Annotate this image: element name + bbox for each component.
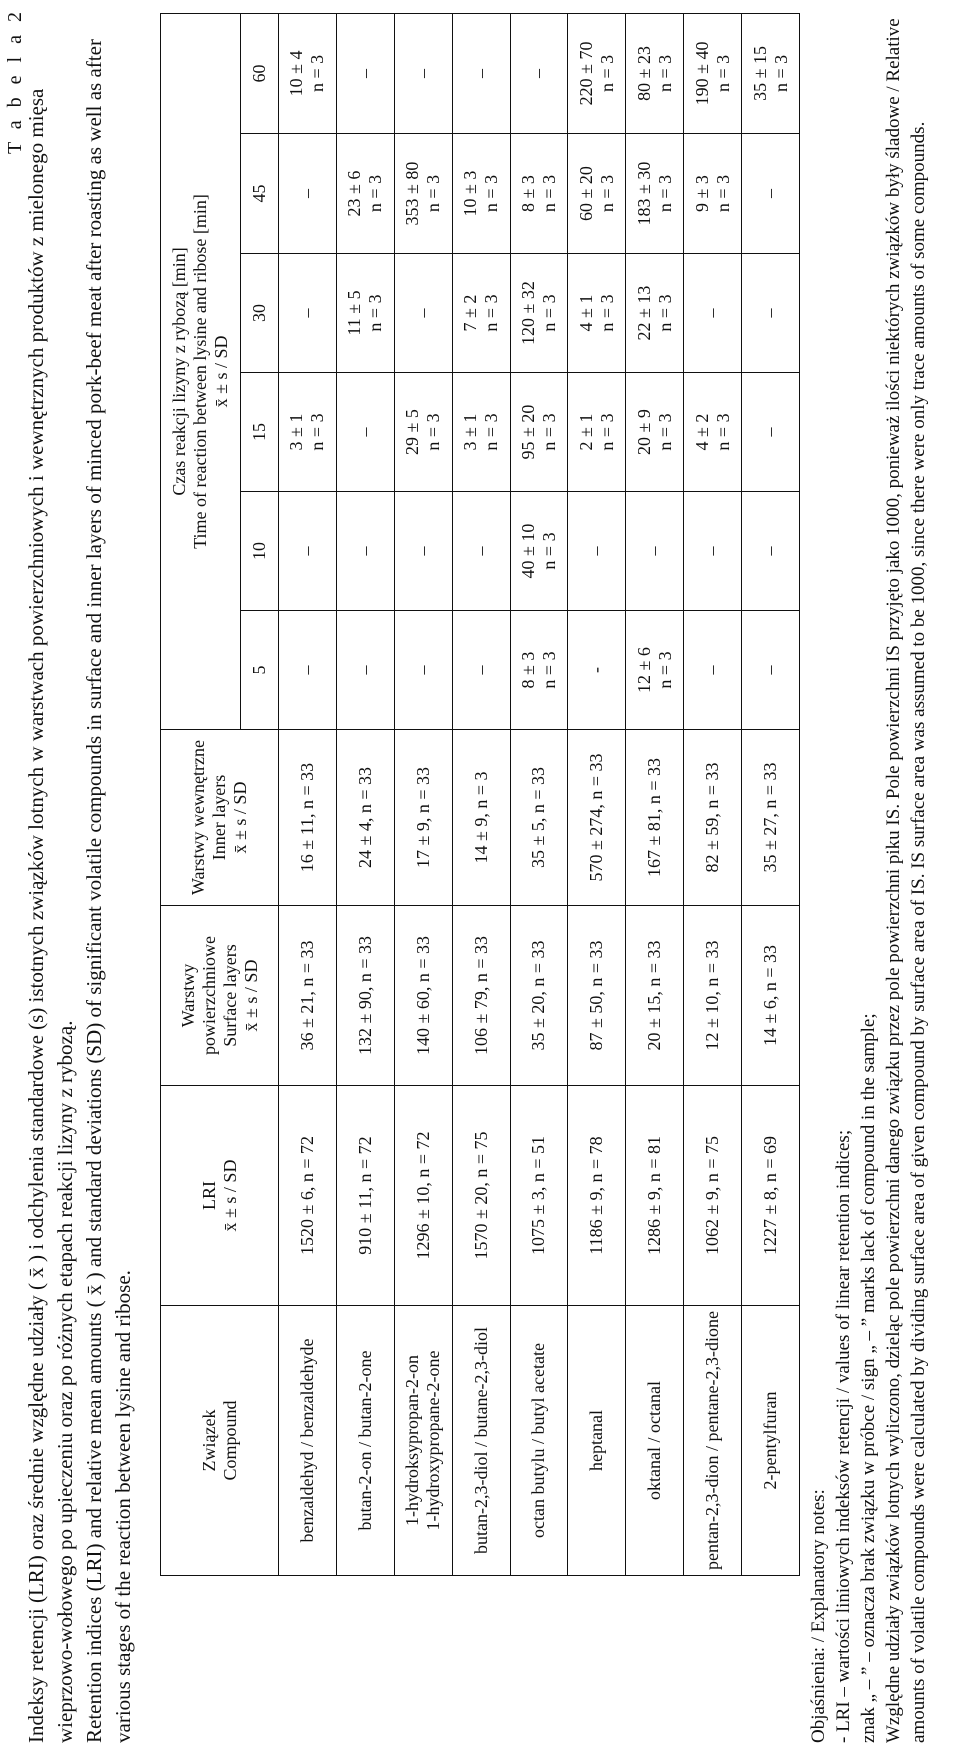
time-cell-5: 12 ± 6 n = 3 bbox=[626, 611, 684, 730]
time-cell-5: – bbox=[452, 611, 510, 730]
lri-cell: 1227 ± 8, n = 69 bbox=[742, 1086, 800, 1306]
note-sign: znak „ – ” – oznacza brak związku w próbce / sign „ – ” marks lack of compound in the sample; bbox=[858, 1013, 879, 1743]
header-time-30: 30 bbox=[241, 254, 279, 373]
compound-cell: butan-2-on / butan-2-one bbox=[336, 1306, 394, 1576]
time-cell-30: – bbox=[279, 254, 337, 373]
caption-polish: Indeksy retencji (LRI) oraz średnie względne udziały ( x̄ ) i odchylenia standardowe (s) istotnych związków lotnych w warstwach powierzchniowych i wewnętrznych produktów z mielonego mięsa wieprzowo-wołowego po upieczeniu oraz po różnych etapach reakcji lizyny z rybozą. bbox=[24, 88, 77, 1743]
data-table bbox=[160, 13, 800, 1576]
note-relative-amounts: Względne udziały związków lotnych wyliczono, dzieląc pole powierzchni danego związku przez pole powierzchni piku IS. Pole powierzchni IS przyjęto jako 1000, ponieważ ilości niektórych związków były śladowe / Relative amounts of volatile compounds were calculated by dividing surface area of given compound by surface area of IS. IS surface area was assumed to be 1000, since there were only trace amounts of some compounds. bbox=[883, 18, 929, 1743]
time-cell-45: – bbox=[279, 134, 337, 254]
time-cell-45: 8 ± 3 n = 3 bbox=[510, 134, 568, 254]
time-cell-30: – bbox=[684, 254, 742, 373]
surface-cell: 87 ± 50, n = 33 bbox=[568, 906, 626, 1086]
header-time-5: 5 bbox=[241, 611, 279, 730]
time-cell-5: – bbox=[394, 611, 452, 730]
time-cell-30: 22 ± 13 n = 3 bbox=[626, 254, 684, 373]
compound-cell: heptanal bbox=[568, 1306, 626, 1576]
surface-cell: 12 ± 10, n = 33 bbox=[684, 906, 742, 1086]
surface-cell: 140 ± 60, n = 33 bbox=[394, 906, 452, 1086]
caption-english: Retention indices (LRI) and relative mean amounts ( x̄ ) and standard deviations (SD) of significant volatile compounds in surface and inner layers of minced pork-beef meat after roasting as well as after various stages of the reaction between lysine and ribose. bbox=[82, 39, 135, 1743]
inner-cell: 24 ± 4, n = 33 bbox=[336, 730, 394, 906]
time-cell-15: 3 ± 1 n = 3 bbox=[452, 373, 510, 492]
lri-cell: 1075 ± 3, n = 51 bbox=[510, 1086, 568, 1306]
table-row bbox=[568, 13, 626, 1575]
time-cell-5: – bbox=[279, 611, 337, 730]
time-cell-10: – bbox=[279, 492, 337, 611]
time-cell-10: – bbox=[626, 492, 684, 611]
inner-cell: 82 ± 59, n = 33 bbox=[684, 730, 742, 906]
table-row bbox=[510, 13, 568, 1575]
note-lri: - LRI – wartości liniowych indeksów retencji / values of linear retention indices; bbox=[833, 1129, 854, 1743]
time-cell-60: 80 ± 23 n = 3 bbox=[626, 13, 684, 133]
header-surface: Warstwy powierzchniowe Surface layers x̄ ± s / SD bbox=[161, 906, 279, 1086]
time-cell-30: 120 ± 32 n = 3 bbox=[510, 254, 568, 373]
time-cell-45: 23 ± 6 n = 3 bbox=[336, 134, 394, 254]
time-cell-45: 9 ± 3 n = 3 bbox=[684, 134, 742, 254]
time-cell-60: – bbox=[336, 13, 394, 133]
header-time-45: 45 bbox=[241, 134, 279, 254]
time-cell-60: 35 ± 15 n = 3 bbox=[742, 13, 800, 133]
table-row bbox=[394, 13, 452, 1575]
time-cell-30: – bbox=[742, 254, 800, 373]
lri-cell: 1296 ± 10, n = 72 bbox=[394, 1086, 452, 1306]
time-cell-45: – bbox=[742, 134, 800, 254]
compound-cell: butan-2,3-diol / butane-2,3-diol bbox=[452, 1306, 510, 1576]
lri-cell: 1520 ± 6, n = 72 bbox=[279, 1086, 337, 1306]
header-time-60: 60 bbox=[241, 13, 279, 133]
time-cell-30: 4 ± 1 n = 3 bbox=[568, 254, 626, 373]
compound-cell: pentan-2,3-dion / pentane-2,3-dione bbox=[684, 1306, 742, 1576]
time-cell-45: 60 ± 20 n = 3 bbox=[568, 134, 626, 254]
time-cell-60: – bbox=[394, 13, 452, 133]
time-cell-15: – bbox=[742, 373, 800, 492]
time-cell-15: 4 ± 2 n = 3 bbox=[684, 373, 742, 492]
table-label: T a b e l a 2 bbox=[4, 8, 26, 155]
time-cell-60: 190 ± 40 n = 3 bbox=[684, 13, 742, 133]
lri-cell: 1062 ± 9, n = 75 bbox=[684, 1086, 742, 1306]
surface-cell: 35 ± 20, n = 33 bbox=[510, 906, 568, 1086]
table-row bbox=[684, 13, 742, 1575]
header-time-10: 10 bbox=[241, 492, 279, 611]
time-cell-30: – bbox=[394, 254, 452, 373]
time-cell-10: – bbox=[568, 492, 626, 611]
time-cell-45: 183 ± 30 n = 3 bbox=[626, 134, 684, 254]
time-cell-10: – bbox=[684, 492, 742, 611]
surface-cell: 132 ± 90, n = 33 bbox=[336, 906, 394, 1086]
time-cell-10: – bbox=[336, 492, 394, 611]
time-cell-5: 8 ± 3 n = 3 bbox=[510, 611, 568, 730]
time-cell-30: 7 ± 2 n = 3 bbox=[452, 254, 510, 373]
time-cell-60: – bbox=[510, 13, 568, 133]
time-cell-45: 10 ± 3 n = 3 bbox=[452, 134, 510, 254]
table-row bbox=[742, 13, 800, 1575]
header-compound: Związek Compound bbox=[161, 1306, 279, 1576]
header-reaction-time: Czas reakcji lizyny z rybozą [min] Time of reaction between lysine and ribose [min] x̄ ± s / SD bbox=[161, 13, 241, 729]
table-body bbox=[279, 13, 800, 1575]
surface-cell: 36 ± 21, n = 33 bbox=[279, 906, 337, 1086]
time-cell-60: 220 ± 70 n = 3 bbox=[568, 13, 626, 133]
table-row bbox=[626, 13, 684, 1575]
time-cell-10: 40 ± 10 n = 3 bbox=[510, 492, 568, 611]
inner-cell: 17 ± 9, n = 33 bbox=[394, 730, 452, 906]
time-cell-10: – bbox=[742, 492, 800, 611]
surface-cell: 20 ± 15, n = 33 bbox=[626, 906, 684, 1086]
notes-heading: Objaśnienia: / Explanatory notes: bbox=[808, 1489, 829, 1743]
surface-cell: 106 ± 79, n = 33 bbox=[452, 906, 510, 1086]
inner-cell: 35 ± 27, n = 33 bbox=[742, 730, 800, 906]
time-cell-45: 353 ± 80 n = 3 bbox=[394, 134, 452, 254]
time-cell-5: – bbox=[742, 611, 800, 730]
table-row bbox=[336, 13, 394, 1575]
time-cell-15: 20 ± 9 n = 3 bbox=[626, 373, 684, 492]
table-row bbox=[452, 13, 510, 1575]
time-cell-5: – bbox=[336, 611, 394, 730]
lri-cell: 1286 ± 9, n = 81 bbox=[626, 1086, 684, 1306]
inner-cell: 14 ± 9, n = 3 bbox=[452, 730, 510, 906]
time-cell-30: 11 ± 5 n = 3 bbox=[336, 254, 394, 373]
time-cell-15: 95 ± 20 n = 3 bbox=[510, 373, 568, 492]
compound-cell: oktanal / octanal bbox=[626, 1306, 684, 1576]
inner-cell: 16 ± 11, n = 33 bbox=[279, 730, 337, 906]
time-cell-15: 2 ± 1 n = 3 bbox=[568, 373, 626, 492]
time-cell-15: 3 ± 1 n = 3 bbox=[279, 373, 337, 492]
compound-cell: benzaldehyd / benzaldehyde bbox=[279, 1306, 337, 1576]
time-cell-60: 10 ± 4 n = 3 bbox=[279, 13, 337, 133]
time-cell-15: – bbox=[336, 373, 394, 492]
time-cell-15: 29 ± 5 n = 3 bbox=[394, 373, 452, 492]
time-cell-60: – bbox=[452, 13, 510, 133]
table-row bbox=[279, 13, 337, 1575]
lri-cell: 1570 ± 20, n = 75 bbox=[452, 1086, 510, 1306]
surface-cell: 14 ± 6, n = 33 bbox=[742, 906, 800, 1086]
time-cell-5: - bbox=[568, 611, 626, 730]
lri-cell: 910 ± 11, n = 72 bbox=[336, 1086, 394, 1306]
explanatory-notes bbox=[806, 8, 931, 1743]
inner-cell: 570 ± 274, n = 33 bbox=[568, 730, 626, 906]
compound-cell: octan butylu / butyl acetate bbox=[510, 1306, 568, 1576]
inner-cell: 167 ± 81, n = 33 bbox=[626, 730, 684, 906]
inner-cell: 35 ± 5, n = 33 bbox=[510, 730, 568, 906]
compound-cell: 1-hydroksypropan-2-on 1-hydroxypropane-2-one bbox=[394, 1306, 452, 1576]
time-cell-5: – bbox=[684, 611, 742, 730]
header-lri: LRI x̄ ± s / SD bbox=[161, 1086, 279, 1306]
table-caption bbox=[22, 8, 138, 1743]
time-cell-10: – bbox=[394, 492, 452, 611]
compound-cell: 2-pentylfuran bbox=[742, 1306, 800, 1576]
time-cell-10: – bbox=[452, 492, 510, 611]
lri-cell: 1186 ± 9, n = 78 bbox=[568, 1086, 626, 1306]
header-time-15: 15 bbox=[241, 373, 279, 492]
header-inner: Warstwy wewnętrzne Inner layers x̄ ± s / SD bbox=[161, 730, 279, 906]
